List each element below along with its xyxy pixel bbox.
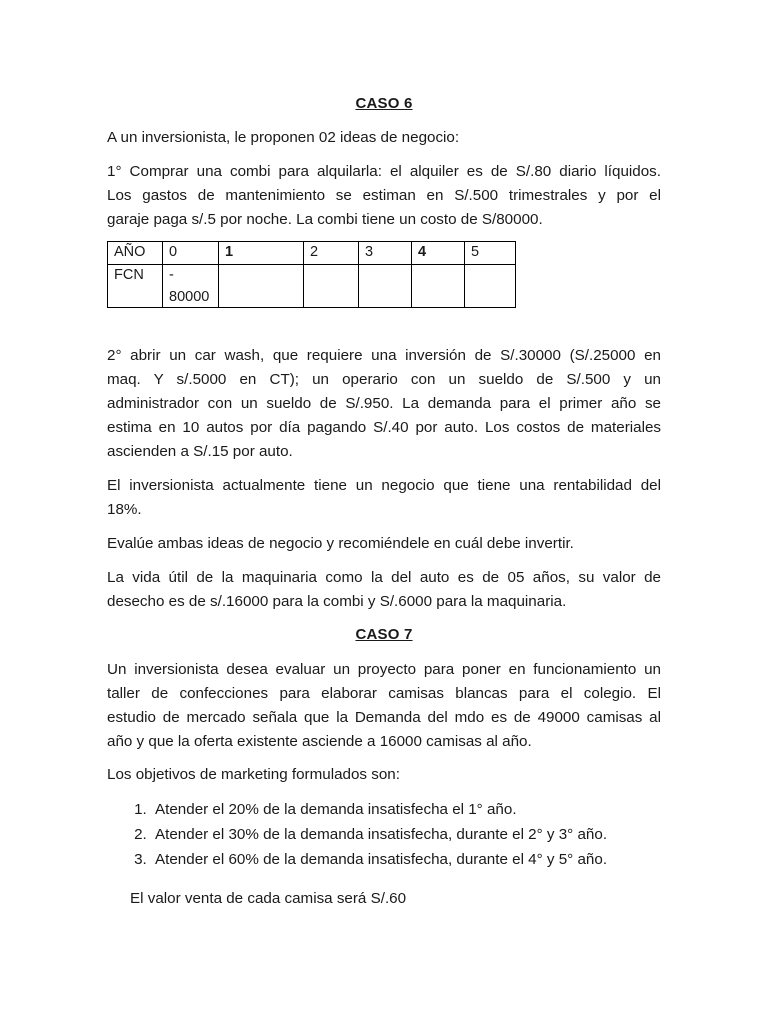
idea2-line-4: estima en 10 autos por día pagando S/.40 por auto. Los costos de materiales [107,419,661,436]
current-business-line-1: El inversionista actualmente tiene un negocio que tiene una rentabilidad del [107,477,661,494]
header-cell-0: 0 [163,242,219,265]
caso6-useful-life [107,566,661,614]
caso7-title: CASO 7 [355,626,413,643]
caso7-intro-line-1: Un inversionista desea evaluar un proyecto para poner en funcionamiento un [107,661,661,678]
evaluate-line: Evalúe ambas ideas de negocio y recomiéndele en cuál debe invertir. [107,535,574,552]
caso6-current-business [107,474,661,522]
header-cell-5: 5 [465,242,516,265]
list-item: 2. Atender el 30% de la demanda insatisfecha, durante el 2° y 3° año. [151,822,705,847]
header-cell-1: 1 [219,242,304,265]
header-cell-4: 4 [412,242,465,265]
idea2-line-1: 2° abrir un car wash, que requiere una inversión de S/.30000 (S/.25000 en [107,347,661,364]
fcn-cell-4 [412,265,465,308]
caso6-title: CASO 6 [355,95,413,112]
caso6-idea2 [107,344,661,464]
caso6-evaluate [107,532,661,556]
fcn-cell-5 [465,265,516,308]
idea1-line-3: garaje paga s/.5 por noche. La combi tiene un costo de S/80000. [107,211,543,228]
list-item: 3. Atender el 60% de la demanda insatisfecha, durante el 4° y 5° año. [151,847,705,872]
idea1-line-2: Los gastos de mantenimiento se estiman en S/.500 trimestrales y por el [107,187,661,204]
table-header-row [108,242,516,265]
fcn-cell-3 [359,265,412,308]
caso6-intro-line: A un inversionista, le proponen 02 ideas de negocio: [107,129,460,146]
caso7-intro-line-3: estudio de mercado señala que la Demanda del mdo es de 49000 camisas al [107,709,661,726]
objectives-heading [107,763,661,787]
sale-value: El valor venta de cada camisa será S/.60 [130,890,407,907]
fcn-cell-2 [304,265,359,308]
header-cell-3: 3 [359,242,412,265]
idea1-line-1: 1° Comprar una combi para alquilarla: el alquiler es de S/.80 diario líquidos. [107,163,661,180]
idea2-line-5: ascienden a S/.15 por auto. [107,443,293,460]
header-cell-ano: AÑO [108,242,163,265]
objectives-list [107,797,705,872]
list-item: 1. Atender el 20% de la demanda insatisfecha el 1° año. [151,797,705,822]
objectives-heading-line: Los objetivos de marketing formulados son: [107,766,400,783]
fcn-table [107,241,516,308]
fcn-cell-0 [163,265,219,308]
table-row-fcn [108,265,516,308]
useful-life-line-1: La vida útil de la maquinaria como la del auto es de 05 años, su valor de [107,569,661,586]
current-business-line-2: 18%. [107,501,142,518]
fcn-cell-1 [219,265,304,308]
caso6-intro [107,126,661,150]
caso6-idea1 [107,160,661,232]
row-label-fcn: FCN [108,265,163,308]
caso7-intro-line-4: año y que la oferta existente asciende a 16000 camisas al año. [107,733,532,750]
idea2-line-3: administrador con un sueldo de S/.950. La demanda para el primer año se [107,395,661,412]
fcn-cell-0-line1: - [169,267,174,283]
caso7-intro [107,658,661,754]
fcn-cell-0-line2: 80000 [169,289,210,305]
useful-life-line-2: desecho es de s/.16000 para la combi y S/.6000 para la maquinaria. [107,593,567,610]
header-cell-2: 2 [304,242,359,265]
idea2-line-2: maq. Y s/.5000 en CT); un operario con un sueldo de S/.500 y un [107,371,661,388]
caso7-intro-line-2: taller de confecciones para elaborar camisas blancas para el colegio. El [107,685,661,702]
